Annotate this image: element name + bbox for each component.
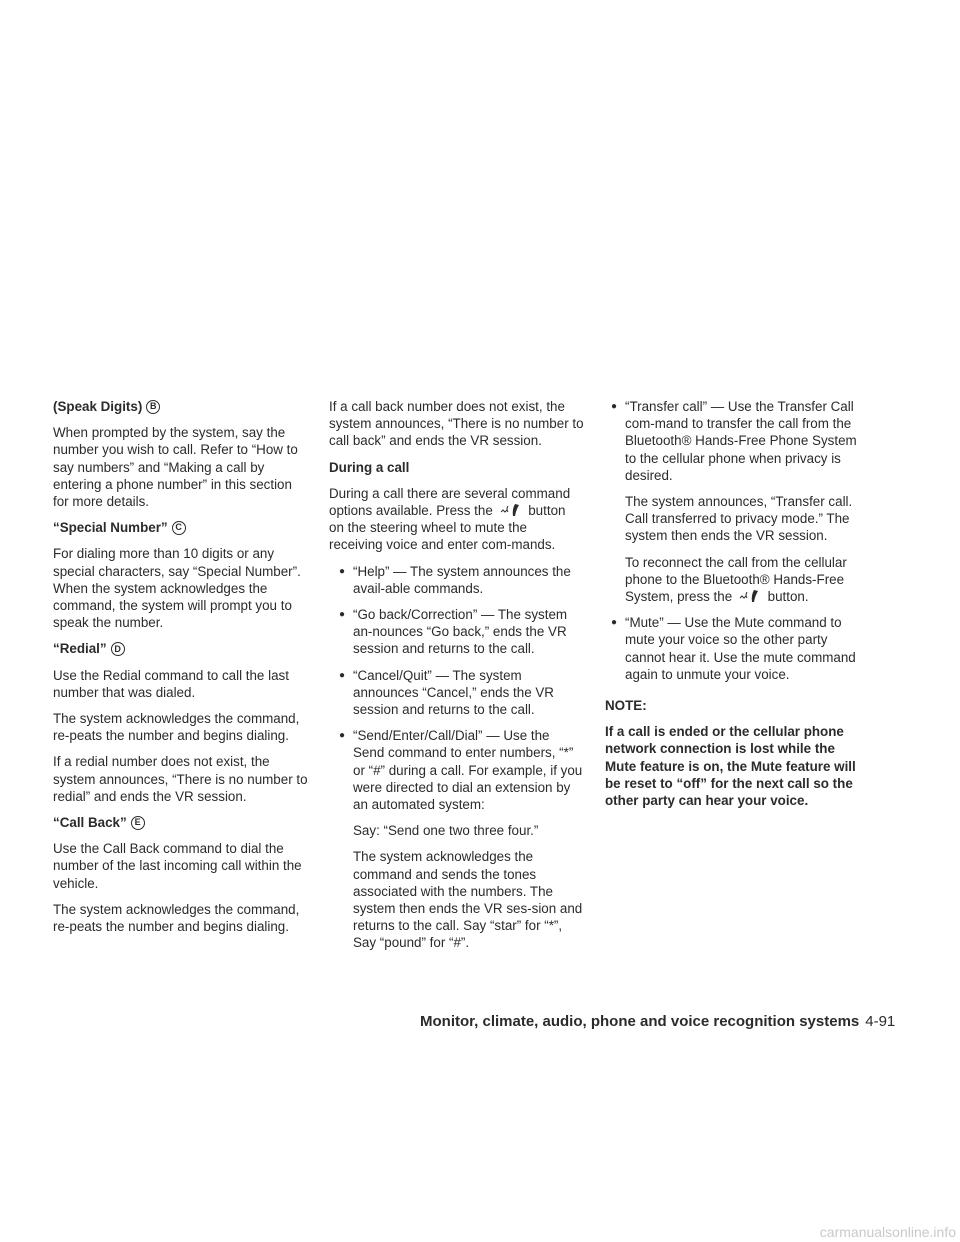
paragraph: If a call back number does not exist, the system announces, “There is no number to call back” and ends the VR session. bbox=[329, 399, 584, 449]
heading-special-number: “Special Number” C bbox=[53, 519, 308, 536]
column-3 bbox=[605, 398, 860, 818]
paragraph: The system announces, “Transfer call. Call transferred to privacy mode.” The system then ends the VR session. bbox=[625, 494, 853, 544]
page-footer bbox=[420, 1013, 896, 1030]
column-2 bbox=[329, 398, 584, 961]
paragraph: Say: “Send one two three four.” bbox=[353, 823, 539, 839]
paragraph: When prompted by the system, say the number you wish to call. Refer to “How to say numbers” and “Making a call by entering a phone number” in this section for more details. bbox=[53, 425, 298, 510]
callout-c-icon: C bbox=[172, 521, 186, 535]
paragraph: For dialing more than 10 digits or any special characters, say “Special Number”. When the system acknowledges the command, the system will prompt you to speak the number. bbox=[53, 546, 301, 631]
page-number: 4-91 bbox=[865, 1013, 896, 1030]
callout-b-icon: B bbox=[146, 400, 160, 414]
paragraph: Use the Redial command to call the last number that was dialed. bbox=[53, 667, 289, 700]
paragraph: The system acknowledges the command, re-peats the number and begins dialing. bbox=[53, 711, 300, 744]
bullet-icon: ● bbox=[339, 730, 346, 742]
heading-speak-digits: (Speak Digits) B bbox=[53, 398, 308, 415]
column-1 bbox=[53, 398, 308, 944]
list-item: ● “Mute” — Use the Mute command to mute your voice so the other party cannot hear it. Use the mute command again to unmute your voice. bbox=[605, 614, 860, 683]
list-item: ● “Transfer call” — Use the Transfer Call com-mand to transfer the call from the Bluetooth® Hands-Free Phone System to the cellular phone when privacy is desired. bbox=[605, 398, 860, 484]
note-heading: NOTE: bbox=[605, 698, 647, 714]
section-title: Monitor, climate, audio, phone and voice recognition systems bbox=[420, 1013, 860, 1030]
callout-e-icon: E bbox=[131, 816, 145, 830]
list-item: ● “Help” — The system announces the avail-able commands. bbox=[329, 563, 584, 597]
bullet-icon: ● bbox=[339, 565, 346, 577]
paragraph: The system acknowledges the command and sends the tones associated with the numbers. The system then ends the VR ses-sion and returns to the call. Say “star” for “*”, Say “pound” for “#”. bbox=[353, 849, 583, 951]
heading-redial: “Redial” D bbox=[53, 640, 308, 657]
phone-voice-icon bbox=[499, 503, 523, 517]
phone-voice-icon bbox=[738, 589, 762, 603]
note-text: If a call is ended or the cellular phone network connection is lost while the Mute feature is on, the Mute feature will be reset to “off” for the next call so the other party can hear your voice. bbox=[605, 724, 856, 809]
paragraph: The system acknowledges the command, re-peats the number and begins dialing. bbox=[53, 901, 300, 935]
list-item: ● “Send/Enter/Call/Dial” — Use the Send command to enter numbers, “*” or “#” during a call. For example, if you were directed to dial an extension by an automated system: bbox=[329, 727, 584, 813]
list-item: ● “Go back/Correction” — The system an-nounces “Go back,” ends the VR session and returns to the call. bbox=[329, 606, 584, 658]
heading-during-a-call: During a call bbox=[329, 459, 410, 475]
bullet-icon: ● bbox=[339, 609, 346, 621]
watermark: carmanualsonline.info bbox=[819, 1224, 956, 1240]
paragraph: If a redial number does not exist, the system announces, “There is no number to redial” and ends the VR session. bbox=[53, 754, 308, 804]
bullet-icon: ● bbox=[339, 669, 346, 681]
bullet-icon: ● bbox=[611, 401, 618, 412]
heading-call-back: “Call Back” E bbox=[53, 814, 308, 831]
paragraph: During a call there are several command options available. Press the button on the steering wheel to mute the receiving voice and enter com-mands. bbox=[329, 485, 571, 553]
bullet-icon: ● bbox=[611, 617, 618, 629]
paragraph: Use the Call Back command to dial the number of the last incoming call within the vehicle. bbox=[53, 841, 302, 891]
list-item: ● “Cancel/Quit” — The system announces “Cancel,” ends the VR session and returns to the call. bbox=[329, 667, 584, 719]
paragraph: To reconnect the call from the cellular phone to the Bluetooth® Hands-Free System, press the button. bbox=[625, 554, 847, 605]
callout-d-icon: D bbox=[111, 642, 125, 656]
